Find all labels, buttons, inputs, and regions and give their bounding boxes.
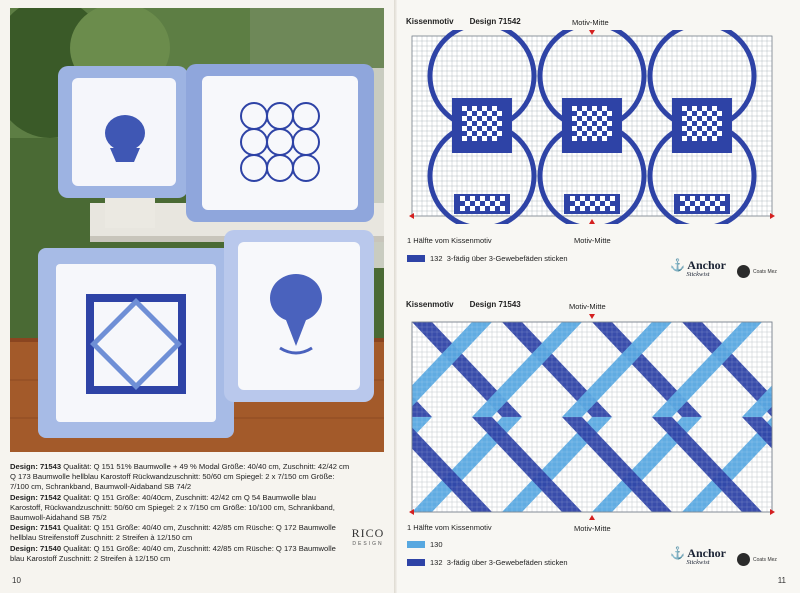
chart1-legend-swatch-132 <box>407 255 425 262</box>
left-page <box>0 0 396 593</box>
page-number-right: 11 <box>777 576 786 585</box>
chart2-band-20 <box>772 322 777 417</box>
chart2-right-marker <box>770 509 775 515</box>
chart1-pattern-grid <box>407 30 777 229</box>
chart2-left-marker <box>409 509 414 515</box>
chart1-bottom-marker <box>589 219 595 224</box>
right-page <box>397 0 800 593</box>
chart2-top-marker <box>589 314 595 319</box>
chart2-half-note: 1 Hälfte vom Kissenmotiv <box>407 523 492 532</box>
cushion-photo <box>10 8 384 452</box>
anchor-logo-2: ⚓ Anchor Stickwist <box>670 546 726 566</box>
coats-logo-1: Coats Mez <box>737 265 777 278</box>
chart2-legend-swatch-130 <box>407 541 425 548</box>
chart2-title: Kissenmotiv Design 71543 <box>406 300 521 309</box>
chart1-top-marker <box>589 30 595 35</box>
chart2-pattern-grid <box>407 314 777 525</box>
chart1-right-marker <box>770 213 775 219</box>
cushion-photo-illustration <box>10 8 384 452</box>
coats-logo-2: Coats Mez <box>737 553 777 566</box>
chart1-legend-132: 132 3-fädig über 3-Gewebefäden sticken <box>430 254 568 263</box>
chart2-legend-130: 130 <box>430 540 443 549</box>
chart1-left-marker <box>409 213 414 219</box>
caption-line-71542: Design: 71542 Qualität: Q 151 Größe: 40/40cm, Zuschnitt: 42/42 cm Q 54 Baumwolle blau Karostoff, Rückwandzuschnitt: 50/60 cm Spiegel: 2 x 7/150 cm Größe: 10/100 cm, Schrankband, Baumwoll-Aidahand SB 75/2 <box>10 492 335 523</box>
chart1-bottom-marker-label: Motiv-Mitte <box>574 236 611 245</box>
chart2-legend-swatch-132 <box>407 559 425 566</box>
rico-design-logo: RICO DESIGN <box>351 526 385 547</box>
chart2-band-21 <box>772 417 777 512</box>
caption-line-71543: Design: 71543 Qualität: Q 151 51% Baumwolle + 49 % Modal Größe: 40/40 cm, Zuschnitt: 42/42 cm Q 173 Baumwolle hellblau Karostoff Rückwandzuschnitt: 50/60 cm Spiegel: 2 x 7/150 cm Größe: 7/100 cm, Schrankband, Baumwoll-Aidaband SB 74/2 <box>10 462 350 492</box>
chart1-title: Kissenmotiv Design 71542 <box>406 17 521 26</box>
page-number-left: 10 <box>12 576 21 585</box>
caption-line-71541: Design: 71541 Qualität: Q 151 Größe: 40/40 cm, Zuschnitt: 42/85 cm Rüsche: Q 172 Baumwolle hellblau Streifenstoff Zuschnitt: 2 Streifen à 12/150 cm <box>10 523 336 543</box>
chart1-top-marker-label: Motiv-Mitte <box>572 18 609 27</box>
chart2-bottom-marker-label: Motiv-Mitte <box>574 524 611 533</box>
chart2-legend-132: 132 3-fädig über 3-Gewebefäden sticken <box>430 558 568 567</box>
chart2-bottom-marker <box>589 515 595 520</box>
caption-line-71540: Design: 71540 Qualität: Q 151 Größe: 40/40 cm, Zuschnitt: 42/85 cm Rüsche: Q 173 Baumwolle blau Karostoff Zuschnitt: 2 Streifen à 12/150 cm <box>10 543 336 563</box>
chart2-top-marker-label: Motiv-Mitte <box>569 302 606 311</box>
caption-block <box>10 462 350 564</box>
anchor-logo-1: ⚓ Anchor Stickwist <box>670 258 726 278</box>
chart1-half-note: 1 Hälfte vom Kissenmotiv <box>407 236 492 245</box>
